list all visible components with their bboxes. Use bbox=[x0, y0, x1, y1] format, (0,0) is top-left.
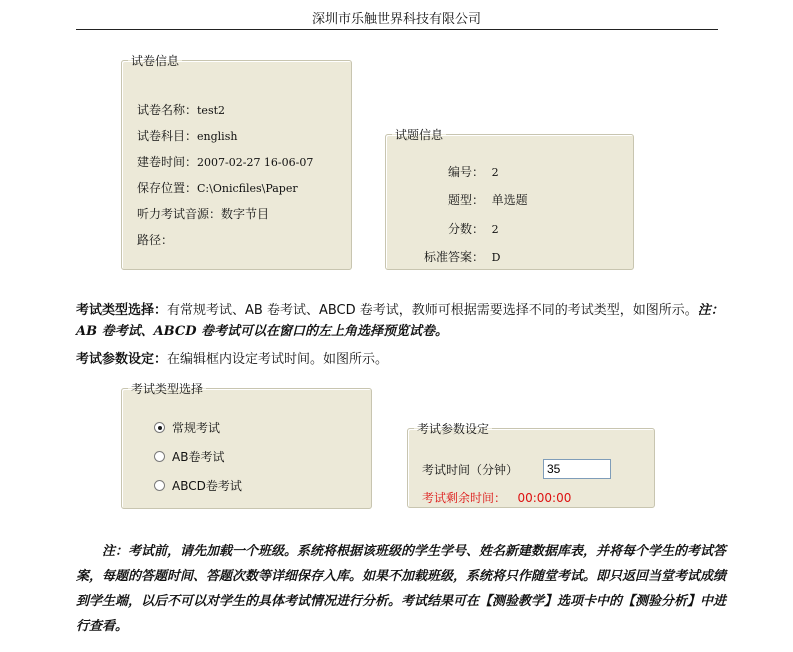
exam-audio-label: 听力考试音源： bbox=[137, 207, 222, 221]
exam-params-text: 在编辑框内设定考试时间。如图所示。 bbox=[167, 352, 389, 367]
question-score-value: 2 bbox=[491, 223, 499, 236]
radio-abcd-exam[interactable] bbox=[154, 480, 165, 491]
exam-info-panel bbox=[121, 52, 352, 270]
radio-ab-exam[interactable] bbox=[154, 451, 165, 462]
exam-path-label: 路径： bbox=[137, 233, 174, 247]
question-info-legend: 试题信息 bbox=[395, 128, 444, 142]
option-ab-exam[interactable] bbox=[154, 448, 224, 465]
exam-created-label: 建卷时间： bbox=[137, 155, 198, 169]
question-score-label: 分数： bbox=[448, 222, 485, 236]
exam-name-value: test2 bbox=[197, 104, 226, 117]
company-header: 深圳市乐触世界科技有限公司 bbox=[311, 12, 481, 27]
remaining-time-row bbox=[422, 489, 571, 506]
question-answer-row bbox=[424, 248, 500, 265]
exam-path-row bbox=[137, 231, 173, 248]
question-number-label: 编号： bbox=[448, 165, 485, 179]
option-ab-exam-label: AB卷考试 bbox=[172, 450, 225, 464]
radio-regular-exam[interactable] bbox=[154, 422, 165, 433]
option-abcd-exam[interactable] bbox=[154, 477, 242, 494]
question-answer-label: 标准答案： bbox=[424, 250, 485, 264]
header-divider bbox=[76, 29, 718, 30]
exam-params-panel bbox=[407, 420, 655, 508]
exam-subject-value: english bbox=[197, 130, 238, 143]
option-abcd-exam-label: ABCD卷考试 bbox=[172, 479, 242, 493]
exam-audio-row bbox=[137, 205, 269, 222]
remaining-time-value: 00:00:00 bbox=[517, 491, 572, 505]
exam-location-row bbox=[137, 179, 298, 196]
exam-type-title: 考试类型选择： bbox=[76, 303, 168, 318]
question-number-value: 2 bbox=[491, 166, 499, 179]
question-info-panel bbox=[385, 126, 634, 270]
exam-params-paragraph bbox=[76, 349, 726, 370]
exam-name-row bbox=[137, 101, 225, 118]
exam-name-label: 试卷名称： bbox=[137, 103, 198, 117]
note-paragraph: 注：考试前，请先加载一个班级。系统将根据该班级的学生学号、姓名新建数据库表，并将每个学生的考试答案，每题的答题时间、答题次数等详细保存入库。如果不加载班级，系统将只作随堂考试。即只返回当堂考试成绩到学生端，以后不可以对学生的具体考试情况进行分析。考试结果可在【测验教学】选项卡中的【测验分析】中进行查看。 bbox=[76, 544, 727, 634]
exam-params-legend: 考试参数设定 bbox=[417, 422, 490, 436]
exam-created-value: 2007-02-27 16-06-07 bbox=[197, 156, 314, 169]
exam-type-text: 有常规考试、AB 卷考试、ABCD 卷考试，教师可根据需要选择不同的考试类型，如图所示。 bbox=[167, 303, 698, 318]
exam-params-title: 考试参数设定： bbox=[76, 352, 168, 367]
exam-subject-label: 试卷科目： bbox=[137, 129, 198, 143]
exam-audio-value: 数字节目 bbox=[221, 207, 270, 221]
question-answer-value: D bbox=[491, 251, 501, 264]
question-type-row bbox=[448, 191, 528, 208]
exam-type-legend: 考试类型选择 bbox=[131, 382, 204, 396]
question-score-row bbox=[448, 220, 499, 237]
option-regular-exam[interactable] bbox=[154, 419, 220, 436]
exam-info-legend: 试卷信息 bbox=[131, 54, 180, 68]
question-type-label: 题型： bbox=[448, 193, 485, 207]
exam-location-label: 保存位置： bbox=[137, 181, 198, 195]
exam-type-note: 注：AB 卷考试、ABCD 卷考试可以在窗口的左上角选择预览试卷。 bbox=[76, 303, 724, 339]
exam-time-input[interactable] bbox=[543, 459, 611, 479]
exam-location-value: C:\Onicfiles\Paper bbox=[197, 182, 298, 195]
question-type-value: 单选题 bbox=[491, 193, 528, 207]
remaining-time-label: 考试剩余时间： bbox=[422, 491, 507, 505]
exam-created-row bbox=[137, 153, 313, 170]
exam-type-paragraph bbox=[76, 300, 726, 342]
question-number-row bbox=[448, 163, 499, 180]
option-regular-exam-label: 常规考试 bbox=[172, 421, 221, 435]
exam-subject-row bbox=[137, 127, 237, 144]
exam-type-panel bbox=[121, 380, 372, 509]
exam-time-label: 考试时间（分钟） bbox=[422, 463, 519, 477]
